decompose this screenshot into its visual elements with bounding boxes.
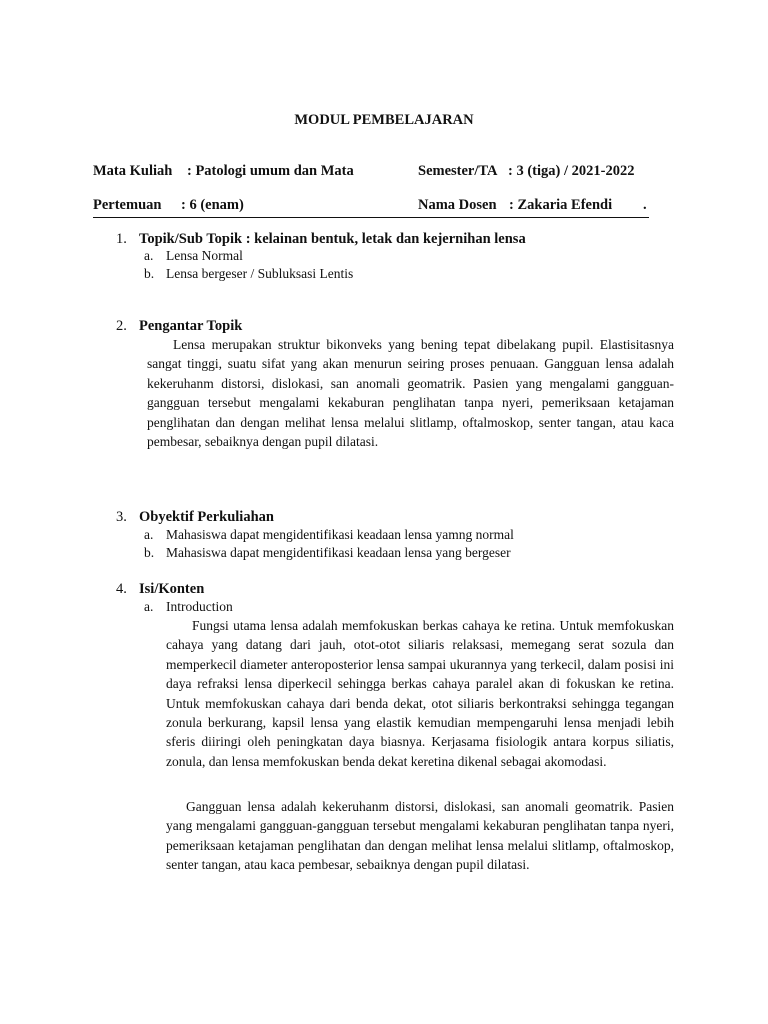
section-1-number: 1. — [116, 231, 127, 247]
section-3-heading: Obyektif Perkuliahan — [139, 509, 274, 525]
dosen-label: Nama Dosen — [418, 197, 497, 213]
section-3-number: 3. — [116, 509, 127, 525]
section-4-sub-title: Introduction — [166, 599, 233, 614]
section-3-item-b-marker: b. — [144, 545, 155, 560]
section-1-item-b-marker: b. — [144, 266, 155, 281]
pertemuan-label: Pertemuan — [93, 197, 162, 213]
section-4-sub-marker: a. — [144, 599, 154, 614]
section-4-heading: Isi/Konten — [139, 581, 205, 597]
section-3-item-a-marker: a. — [144, 527, 154, 542]
section-3-item-a: Mahasiswa dapat mengidentifikasi keadaan lensa yamng normal — [166, 527, 514, 542]
semester-label: Semester/TA — [418, 163, 498, 179]
dosen-trail: . — [643, 197, 647, 213]
section-1-item-a-marker: a. — [144, 248, 154, 263]
pertemuan-value: : 6 (enam) — [181, 197, 244, 213]
dosen-value: : Zakaria Efendi — [509, 197, 613, 213]
semester-value: : 3 (tiga) / 2021-2022 — [508, 163, 635, 179]
section-3-item-b: Mahasiswa dapat mengidentifikasi keadaan lensa yang bergeser — [166, 545, 511, 560]
section-1-item-b: Lensa bergeser / Subluksasi Lentis — [166, 266, 354, 281]
section-4-paragraph-2: Gangguan lensa adalah kekeruhanm distorsi, dislokasi, san anomali geomatrik. Pasien yang mengalami gangguan-gangguan tersebut mengalami kekaburan penglihatan tanpa nyeri, pemeriksaan ketajaman penglihatan dan dengan melihat lensa melalui slitlamp, oftalmoskop, senter tangan, atau kaca pembesar, sebaiknya dengan pupil dilatasi. — [166, 799, 674, 873]
section-2-number: 2. — [116, 318, 127, 334]
mata-kuliah-value: : Patologi umum dan Mata — [187, 163, 354, 179]
document-title: MODUL PEMBELAJARAN — [294, 112, 474, 128]
section-4-number: 4. — [116, 581, 127, 597]
section-1-heading: Topik/Sub Topik : kelainan bentuk, letak dan kejernihan lensa — [139, 231, 526, 247]
mata-kuliah-label: Mata Kuliah — [93, 163, 173, 179]
section-4-paragraph-1: Fungsi utama lensa adalah memfokuskan berkas cahaya ke retina. Untuk memfokuskan cahaya yang datang dari jauh, otot-otot siliaris relaksasi, memegang serat sozula dan memperkecil diameter anteroposterior lensa sampai ukurannya yang terkecil, dalam posisi ini daya refraksi lensa diperkecil sehingga berkas cahaya paralel akan di fokuskan ke retina. Untuk memfokuskan cahaya dari benda dekat, otot siliaris berkontraksi sehingga tegangan zonula berkurang, kapsil lensa yang elastik kemudian mempengaruhi lensa menjadi lebih sferis diiringi oleh peningkatan daya biasnya. Kerjasama fisiologik antara korpus siliatis, zonula, dan lensa memfokuskan benda dekat keretina dikenal sebagai akomodasi. — [166, 618, 674, 769]
section-2-paragraph: Lensa merupakan struktur bikonveks yang bening tepat dibelakang pupil. Elastisitasnya sangat tinggi, suatu sifat yang akan menurun seiring proses penuaan. Gangguan lensa adalah kekeruhanm distorsi, dislokasi, san anomali geomatrik. Pasien yang mengalami gangguan-gangguan tersebut mengalami kekaburan penglihatan tanpa nyeri, pemeriksaan ketajaman penglihatan dan dengan melihat lensa melalui slitlamp, oftalmoskop, senter tangan, atau kaca pembesar, sebaiknya dengan pupil dilatasi. — [147, 337, 674, 450]
section-2-heading: Pengantar Topik — [139, 318, 243, 334]
section-1-item-a: Lensa Normal — [166, 248, 243, 263]
